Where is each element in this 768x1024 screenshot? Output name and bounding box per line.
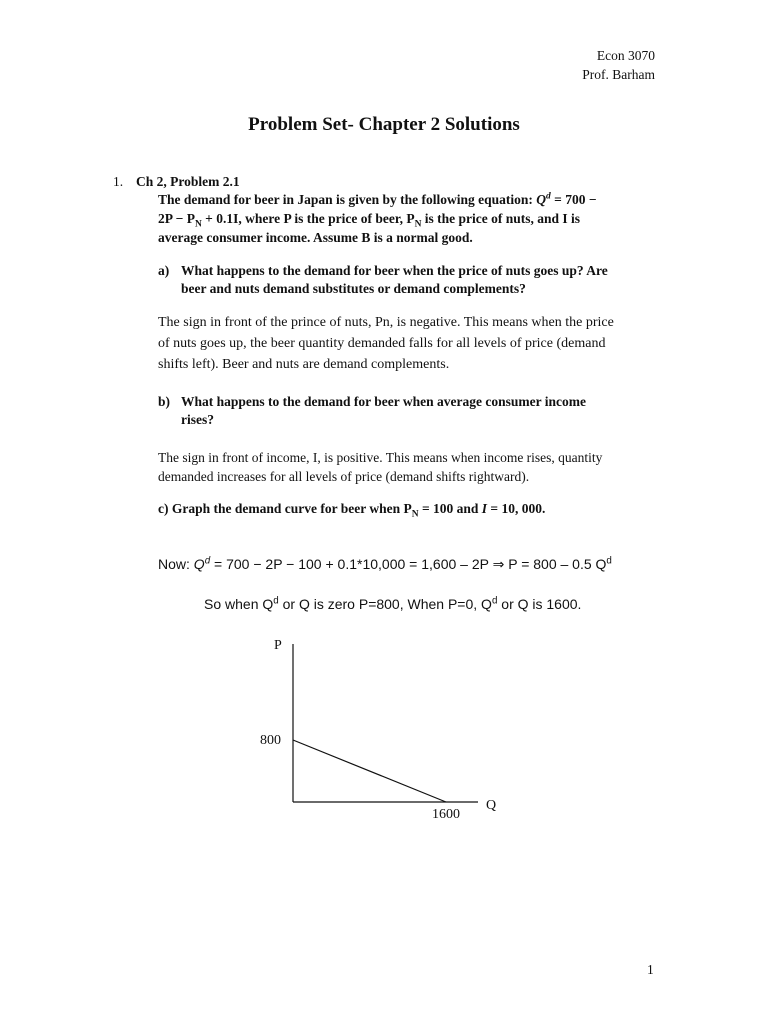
problem-heading: Ch 2, Problem 2.1 (136, 174, 240, 189)
professor-name: Prof. Barham (582, 67, 655, 82)
part-b-label: b) (158, 394, 171, 409)
y-intercept-label: 800 (260, 733, 281, 748)
part-b-answer: The sign in front of income, I, is positive. This means when income rises, quantity demanded increases for all levels of price (demand shifts rightward). (158, 450, 603, 484)
page-number: 1 (647, 962, 654, 977)
x-intercept-label: 1600 (432, 807, 460, 822)
statement-line-3: average consumer income. Assume B is a normal good. (158, 230, 473, 245)
part-a-question: What happens to the demand for beer when the price of nuts goes up? Are beer and nuts demand substitutes or demand complements? (181, 263, 608, 296)
statement-line-1: The demand for beer in Japan is given by the following equation: $Q^d = 700$ − (158, 191, 597, 207)
problem-statement (158, 190, 658, 247)
demand-curve-graph (240, 630, 530, 830)
intercepts-text: So when $Q^d$ or Q is zero P=800, When P=0, $Q^d$ or Q is 1600. (204, 595, 582, 612)
y-axis-label: P (274, 638, 282, 653)
x-axis-label: Q (486, 798, 497, 813)
part-a-label: a) (158, 263, 170, 278)
part-c-question: c) Graph the demand curve for beer when $P_N = 100$ and I = 10, 000. (158, 501, 546, 520)
demand-equation: Now: $Q^d = 700 - 2P - 100 + 0.1*10,000 = 1,600 - 2P$ ⇒ P = 800 – 0.5 $Q^d$ (158, 555, 612, 572)
part-a-answer: The sign in front of the prince of nuts, Pn, is negative. This means when the price of nuts goes up, the beer quantity demanded falls for all levels of price (demand shifts left). Beer and nuts are demand complements. (158, 315, 614, 372)
statement-line-2: $2P - P_N + 0.1I$, where P is the price of beer, $P_N$ is the price of nuts, and I is (158, 211, 581, 230)
course-code: Econ 3070 (596, 48, 655, 63)
part-b-question: What happens to the demand for beer when average consumer income rises? (181, 394, 586, 427)
page-title: Problem Set- Chapter 2 Solutions (248, 114, 520, 135)
problem-number: 1. (113, 174, 124, 189)
course-header (582, 46, 655, 84)
demand-line (293, 740, 446, 802)
